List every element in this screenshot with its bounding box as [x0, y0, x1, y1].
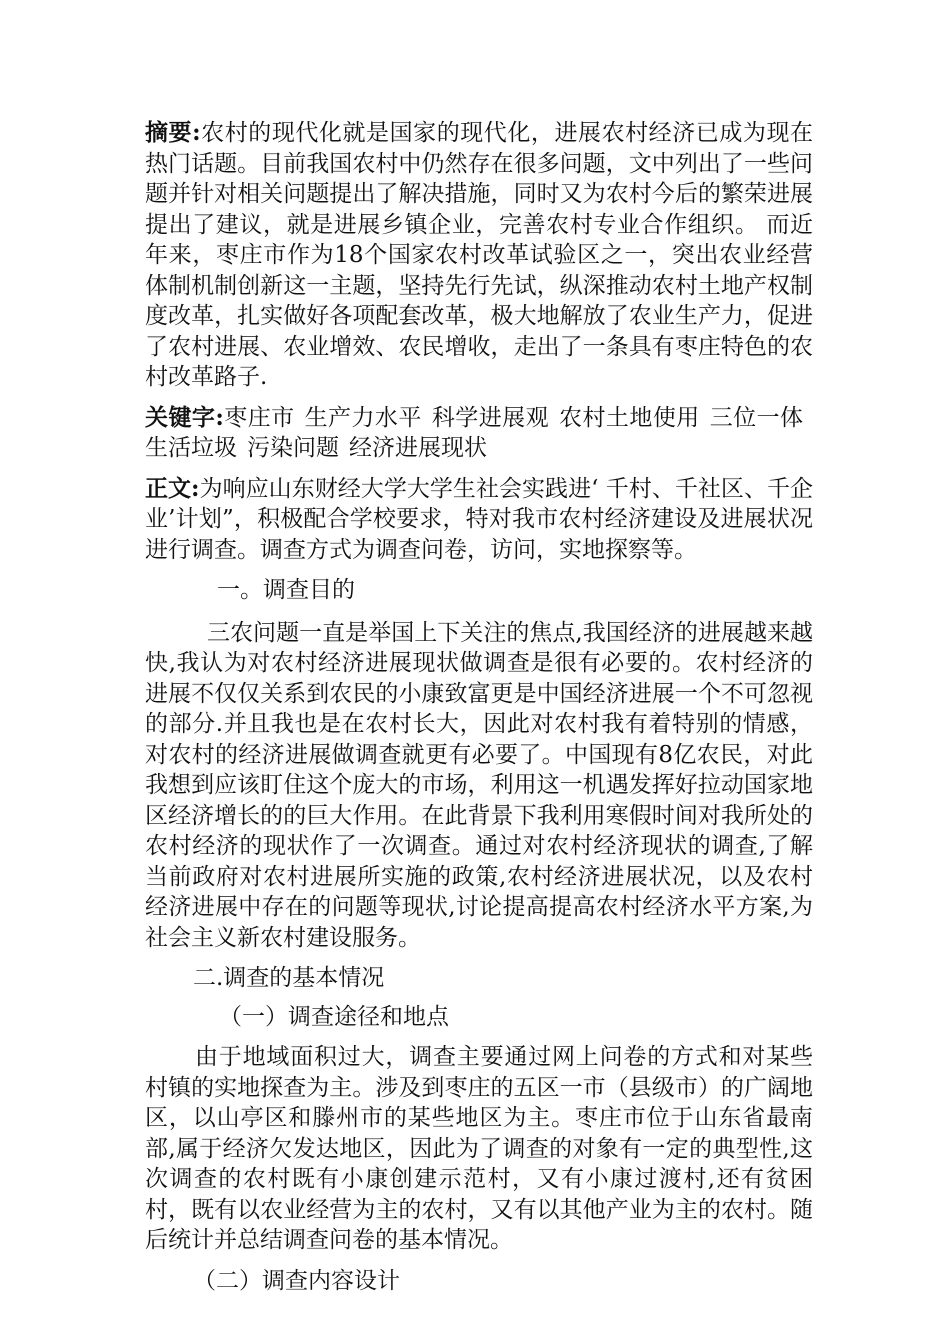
- keyword: 生产力水平: [304, 404, 422, 431]
- keyword: 三位一体: [709, 404, 804, 431]
- keyword: 污染问题: [247, 435, 339, 461]
- keyword: 农村土地使用: [559, 404, 700, 431]
- section-2-heading: 二.调查的基本情况: [193, 965, 385, 991]
- abstract-paragraph: [145, 118, 813, 393]
- keywords-paragraph: [145, 403, 813, 464]
- main-text: 为响应山东财经大学大学生社会实践进‘ 千村、千社区、千企业’计划”，积极配合学校要求，特对我市农村经济建设及进展状况进行调查。调查方式为调查问卷，访问，实地探察等。: [145, 475, 813, 563]
- keyword: 科学进展观: [431, 404, 550, 431]
- keywords-label: 关键字:: [145, 403, 224, 431]
- section-1-text: 三农问题一直是举国上下关注的焦点,我国经济的进展越来越快,我认为对农村经济进展现状做调查是很有必要的。农村经济的进展不仅仅关系到农民的小康致富更是中国经济进展一个不可忽视的部分.并且我也是在农村长大，因此对农村我有着特别的情感，对农村的经济进展做调查就更有必要了。中国现有8亿农民，对此我想到应该盯住这个庞大的市场，利用这一机遇发挥好拉动国家地区经济增长的的巨大作用。在此背景下我利用寒假时间对我所处的农村经济的现状作了一次调查。通过对农村经济现状的调查,了解当前政府对农村进展所实施的政策,农村经济进展状况，以及农村经济进展中存在的问题等现状,讨论提高提高农村经济水平方案,为社会主义新农村建设服务。: [145, 619, 813, 951]
- abstract-text: 农村的现代化就是国家的现代化，进展农村经济已成为现在热门话题。目前我国农村中仍然存在很多问题，文中列出了一些问题并针对相关问题提出了解决措施，同时又为农村今后的繁荣进展提出了建议，就是进展乡镇企业，完善农村专业合作组织。 而近年来，枣庄市作为18个国家农村改革试验区之一，突出农业经营体制机制创新这一主题，坚持先行先试，纵深推动农村土地产权制度改革，扎实做好各项配套改革，极大地解放了农业生产力，促进了农村进展、农业增效、农民增收，走出了一条具有枣庄特色的农村改革路子.: [145, 120, 814, 390]
- section-2-sub-1-text: 由于地域面积过大，调查主要通过网上问卷的方式和对某些村镇的实地探查为主。涉及到枣庄的五区一市（县级市）的广阔地区，以山亭区和滕州市的某些地区为主。枣庄市位于山东省最南部,属于经济欠发达地区，因此为了调查的对象有一定的典型性,这次调查的农村既有小康创建示范村，又有小康过渡村,还有贫困村，既有以农业经营为主的农村，又有以其他产业为主的农村。随后统计并总结调查问卷的基本情况。: [145, 1044, 813, 1253]
- section-2-sub-1-heading: （一）调查途径和地点: [219, 1003, 449, 1030]
- document-page: [145, 118, 813, 1296]
- keyword: 枣庄市: [223, 404, 295, 431]
- abstract-label: 摘要:: [145, 119, 201, 146]
- section-1-heading: 一。调查目的: [217, 577, 355, 603]
- main-text-paragraph: [145, 474, 813, 566]
- keyword: 生活垃圾: [145, 435, 237, 461]
- keyword: 经济进展现状: [349, 435, 487, 461]
- main-text-label: 正文:: [145, 474, 200, 502]
- section-2-sub-2-heading: （二）调查内容设计: [193, 1267, 400, 1294]
